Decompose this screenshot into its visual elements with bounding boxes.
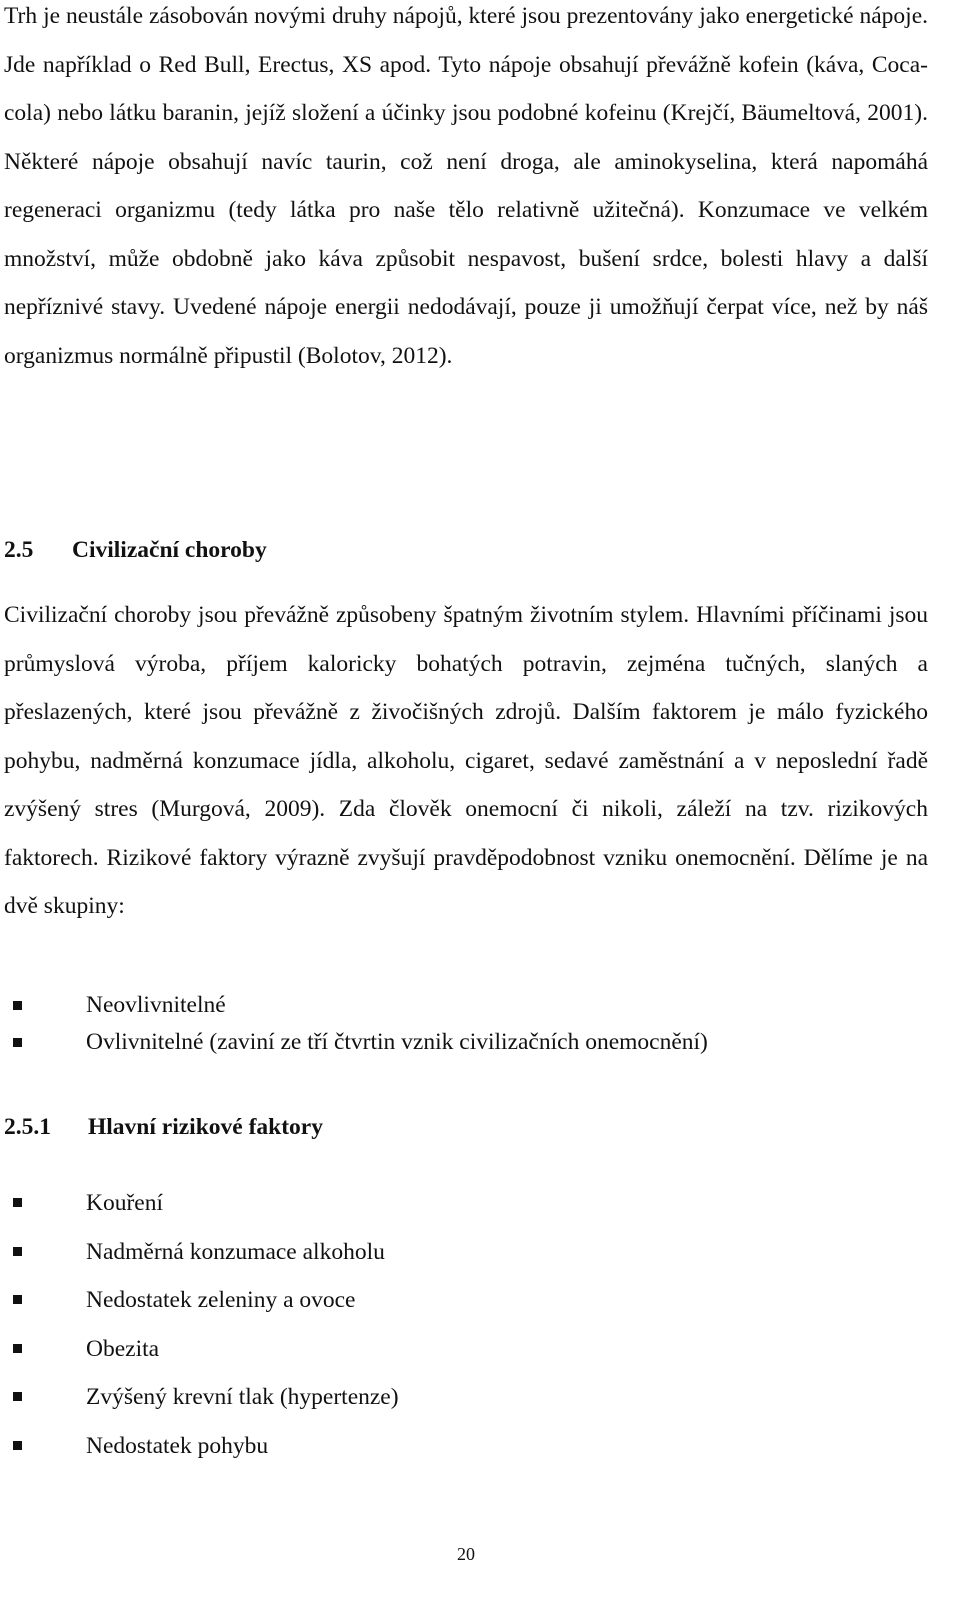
list-item xyxy=(4,1276,399,1325)
list-item-text: Zvýšený krevní tlak (hypertenze) xyxy=(86,1384,399,1410)
list-item-text: Nedostatek pohybu xyxy=(86,1432,269,1459)
section-title: Hlavní rizikové faktory xyxy=(88,1114,323,1140)
square-bullet-icon xyxy=(13,1344,22,1353)
list-item-text: Nedostatek zeleniny a ovoce xyxy=(86,1287,356,1313)
list-item-text: Kouření xyxy=(86,1190,164,1216)
list-item-text: Ovlivnitelné (zaviní ze tří čtvrtin vznik civilizačních onemocnění) xyxy=(86,1029,708,1055)
risk-groups-list xyxy=(4,987,708,1061)
section-heading-2-5 xyxy=(4,535,267,565)
page-number: 20 xyxy=(457,1544,475,1564)
list-item xyxy=(4,1179,399,1228)
section-title: Civilizační choroby xyxy=(72,537,267,563)
list-item-text: Obezita xyxy=(86,1335,160,1362)
paragraph-energy-drinks: Trh je neustále zásobován novými druhy nápojů, které jsou prezentovány jako energetické nápoje. Jde například o Red Bull, Erectus, XS apod. Tyto nápoje obsahují převážně kofein (káva, Coca-cola) nebo látku baranin, jejíž složení a účinky jsou podobné kofeinu (Krejčí, Bäumeltová, 2001). Některé nápoje obsahují navíc taurin, což není droga, ale aminokyselina, která napomáhá regeneraci organizmu (tedy látka pro naše tělo relativně užitečná). Konzumace ve velkém množství, může obdobně jako káva způsobit nespavost, bušení srdce, bolesti hlavy a další nepříznivé stavy. Uvedené nápoje energii nedodávají, pouze ji umožňují čerpat více, než by náš organizmus normálně připustil (Bolotov, 2012). xyxy=(4,3,928,369)
list-item-text: Nadměrná konzumace alkoholu xyxy=(86,1238,385,1265)
square-bullet-icon xyxy=(13,1295,22,1304)
paragraph-civilization-diseases: Civilizační choroby jsou převážně způsobeny špatným životním stylem. Hlavními příčinami jsou průmyslová výroba, příjem kaloricky bohatých potravin, zejména tučných, slaných a přeslazených, které jsou převážně z živočišných zdrojů. Dalším faktorem je málo fyzického pohybu, nadměrná konzumace jídla, alkoholu, cigaret, sedavé zaměstnání a v neposlední řadě zvýšený stres (Murgová, 2009). Zda člověk onemocní či nikoli, záleží na tzv. rizikových faktorech. Rizikové faktory výrazně zvyšují pravděpodobnost vzniku onemocnění. Dělíme je na dvě skupiny: xyxy=(4,602,928,919)
square-bullet-icon xyxy=(13,1441,22,1450)
list-item xyxy=(4,1024,708,1061)
list-item xyxy=(4,1422,399,1471)
square-bullet-icon xyxy=(13,1198,22,1207)
square-bullet-icon xyxy=(13,1001,22,1010)
section-heading-2-5-1 xyxy=(4,1112,323,1142)
section-number: 2.5 xyxy=(4,537,34,563)
list-item xyxy=(4,987,708,1024)
section-number: 2.5.1 xyxy=(4,1114,51,1140)
list-item xyxy=(4,1325,399,1374)
square-bullet-icon xyxy=(13,1247,22,1256)
square-bullet-icon xyxy=(13,1038,22,1047)
list-item xyxy=(4,1373,399,1422)
square-bullet-icon xyxy=(13,1392,22,1401)
list-item xyxy=(4,1228,399,1277)
main-risk-factors-list xyxy=(4,1179,399,1470)
list-item-text: Neovlivnitelné xyxy=(86,992,226,1018)
